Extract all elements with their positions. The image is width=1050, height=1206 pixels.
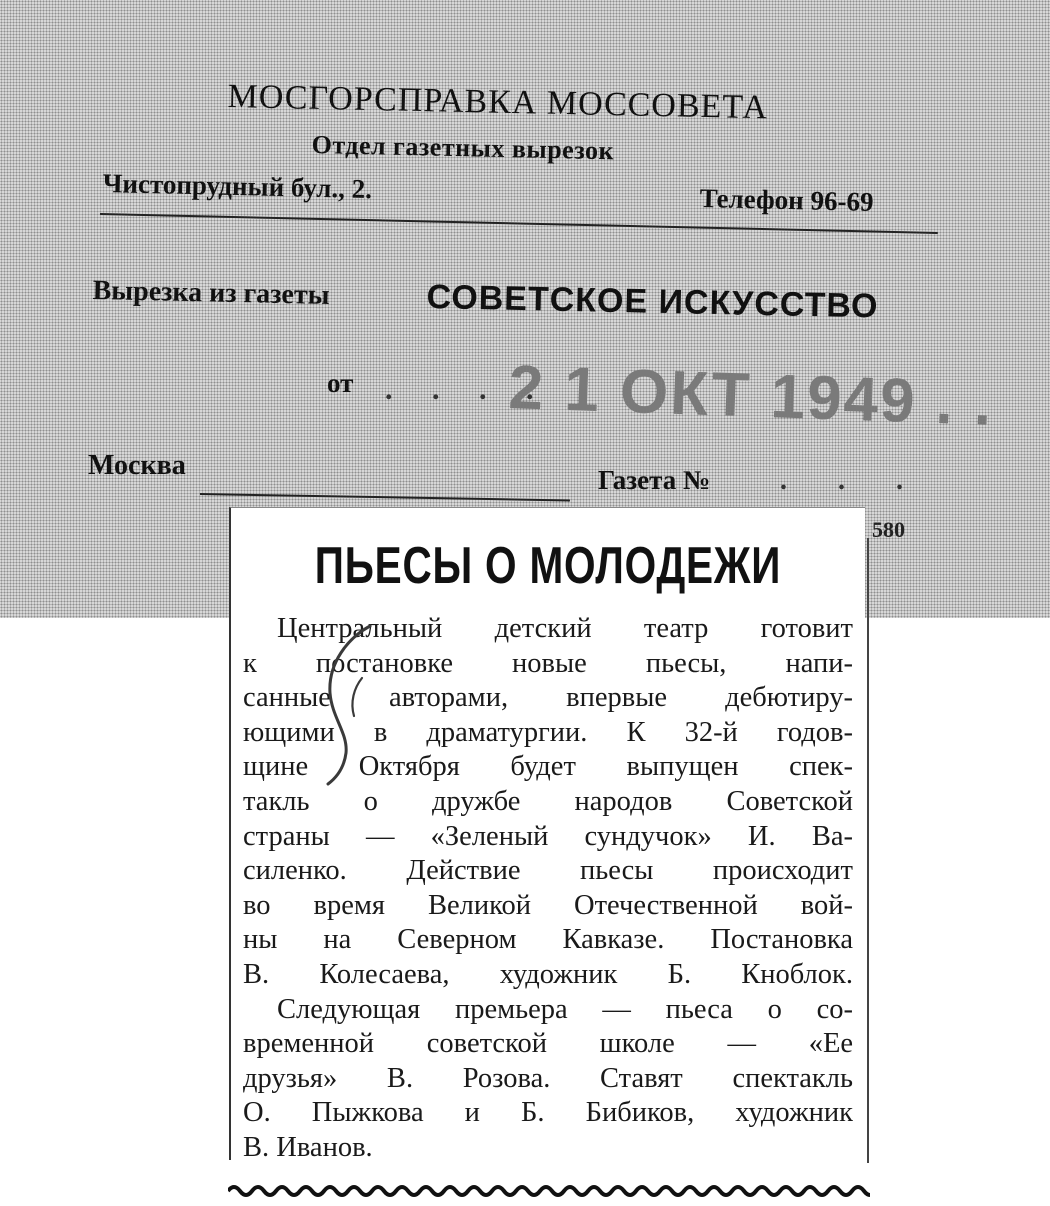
article-line: друзья» В. Розова. Ставят спектакль (243, 1062, 853, 1094)
city-rule (200, 493, 570, 501)
article-line: В. Иванов. (243, 1131, 373, 1163)
article-line: силенко. Действие пьесы происходит (243, 855, 853, 887)
agency-name: МОСГОРСПРАВКА МОССОВЕТА (227, 78, 769, 127)
clip-label: Вырезка из газеты (92, 275, 330, 311)
article-line: временной советской школе — «Ее (243, 1028, 853, 1060)
article-line: такль о дружбе народов Советской (243, 785, 853, 817)
issue-dots: . . . (780, 465, 925, 496)
date-dots: . . . . (385, 373, 550, 406)
agency-phone: Телефон 96-69 (699, 183, 874, 217)
article-line: О. Пыжкова и Б. Бибиков, художник (243, 1097, 853, 1129)
article-line: во время Великой Отечественной вой- (243, 889, 853, 921)
article-line: Следующая премьера — пьеса о со- (277, 993, 853, 1025)
date-stamp: 2 1 ОКТ 1949 . . (507, 352, 995, 439)
article-line: к постановке новые пьесы, напи- (243, 647, 853, 679)
date-label: от (327, 368, 354, 398)
article-line: В. Колесаева, художник Б. Кноблок. (243, 958, 853, 990)
article-line: санные авторами, впервые дебютиру- (243, 682, 853, 714)
article-line: ны на Северном Кавказе. Постановка (243, 924, 853, 956)
newspaper-title: СОВЕТСКОЕ ИСКУССТВО (426, 278, 879, 326)
newspaper-clipping (229, 507, 865, 1163)
cut-line-wave (228, 1183, 870, 1199)
article-headline: ПЬЕСЫ О МОЛОДЕЖИ (314, 537, 782, 595)
column-rule (867, 538, 869, 1163)
article-line: Центральный детский театр готовит (277, 613, 853, 644)
pencil-mark-icon (318, 618, 388, 788)
article-line: щине Октября будет выпущен спек- (243, 751, 853, 783)
issue-number-stamp: 580 (872, 517, 905, 542)
issue-label: Газета № (598, 465, 711, 495)
agency-address: Чистопрудный бул., 2. (102, 168, 373, 205)
article-line: страны — «Зеленый сундучок» И. Ва- (243, 820, 853, 852)
article-line: ющими в драматургии. К 32-й годов- (243, 716, 853, 748)
city-label: Москва (88, 450, 186, 481)
department-name: Отдел газетных вырезок (311, 130, 615, 166)
